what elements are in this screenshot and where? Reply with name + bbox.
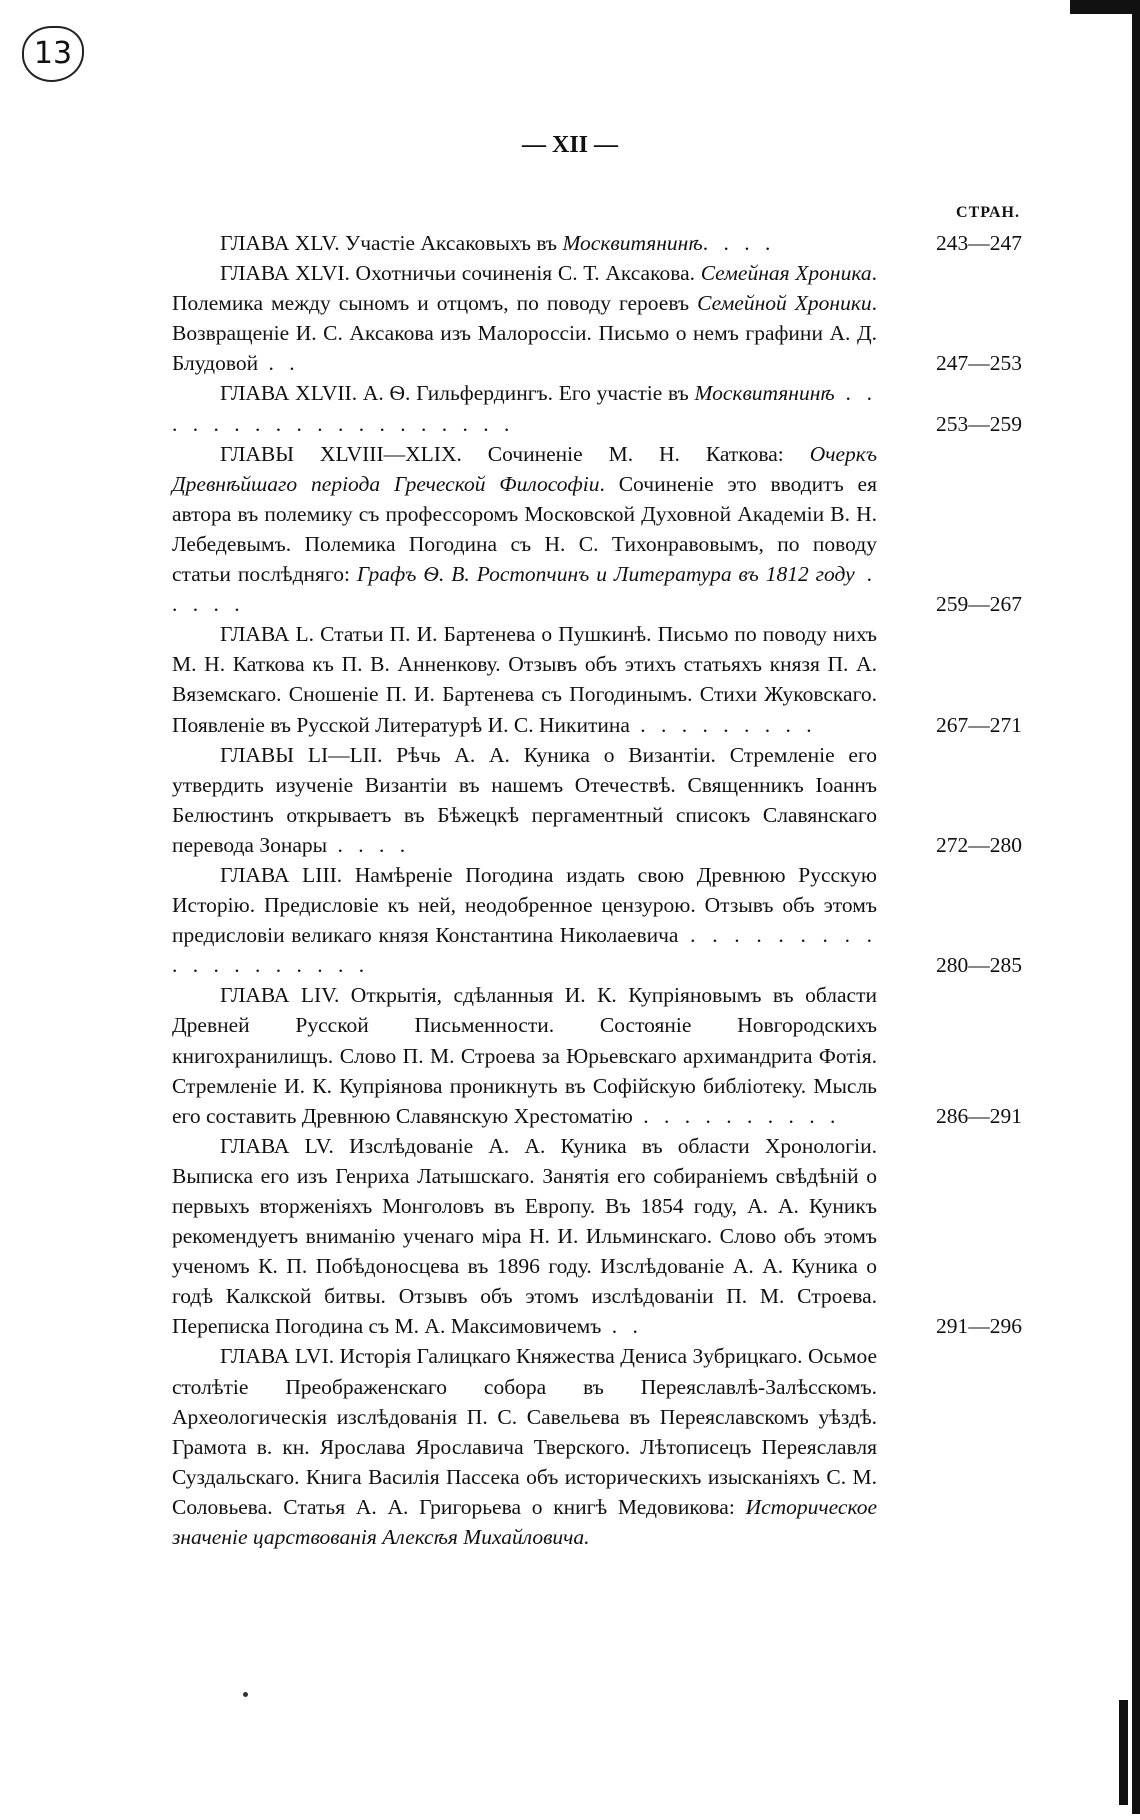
toc-entry-text <box>172 228 877 258</box>
dot-leader: . . . . . . . . . <box>629 712 817 737</box>
entry-text-fragment: . Сочиненіе это вводитъ ея автора въ полемику съ профессоромъ Московской Духовной Академіи В. Н. Лебедевымъ. Полемика Погодина съ Н. С. Тихонравовымъ, по поводу статьи послѣдняго: <box>172 471 877 587</box>
dot-leader: . . . <box>713 231 776 255</box>
dot-leader: . . . . . . . . . . <box>632 1103 841 1128</box>
entry-text-fragment: . Полемика между сыномъ и отцомъ, по поводу героевъ <box>172 261 877 316</box>
toc-entry <box>172 1341 1022 1552</box>
entry-text-fragment: ГЛАВЫ XLVIII—XLIX. Сочиненіе М. Н. Каткова: <box>220 441 810 466</box>
entry-text-fragment: ГЛАВА LVI. Исторія Галицкаго Княжества Дениса Зубрицкаго. Осьмое столѣтіе Преображенскаго собора въ Переяславлѣ-Залѣсскомъ. Археологическія изслѣдованія П. С. Савельева въ Переяславскомъ уѣздѣ. Грамота в. кн. Ярослава Ярославича Тверского. Лѣтописецъ Переяславля Суздальскаго. Книга Василія Пассека объ историческихъ изысканіяхъ С. М. Соловьева. Статья А. А. Григорьева о книгѣ Медовикова: <box>172 1344 877 1519</box>
entry-text-fragment: ГЛАВА LIV. Открытія, сдѣланныя И. К. Купріяновымъ въ области Древней Русской Письменности. Состояніе Новгородскихъ книгохранилищъ. Слово П. М. Строева за Юрьевскаго архимандрита Фотія. Стремленіе И. К. Купріянова проникнуть въ Софійскую библіотеку. Мысль его составить Древнюю Славянскую Хрестоматію <box>172 983 877 1128</box>
toc-entry-pages: 286—291 <box>936 1103 1022 1128</box>
dot-leader: . . . . . . . . . . . . . . . . . . . <box>172 381 877 436</box>
dot-leader: . <box>702 231 714 255</box>
italic-title: Очеркъ Древнѣйшаго періода Греческой Философіи <box>172 441 877 496</box>
entry-text-fragment: ГЛАВА L. Статьи П. И. Бартенева о Пушкинѣ. Письмо по поводу нихъ М. Н. Каткова къ П. В. Анненкову. Отзывъ объ этихъ статьяхъ князя П. А. Вяземскаго. Сношеніе П. И. Бартенева съ Погодинымъ. Стихи Жуковскаго. Появленіе въ Русской Литературѣ И. С. Никитина <box>172 622 877 737</box>
page-number: — XII — <box>521 132 618 158</box>
toc-entry-pages: 259—267 <box>936 592 1022 617</box>
toc-entry-text <box>172 258 877 378</box>
toc-entry-text <box>172 740 877 860</box>
toc-entry <box>172 378 1022 438</box>
toc-entry-pages: 243—247 <box>936 231 1022 255</box>
dot-leader: . . . . <box>327 832 411 857</box>
toc-entry <box>172 1131 1022 1342</box>
dot-leader: . . <box>601 1314 643 1339</box>
toc-entry-pages: 291—296 <box>936 1314 1022 1339</box>
dot-leader: . . <box>258 351 300 376</box>
entry-text-fragment: . Возвращеніе И. С. Аксакова изъ Малороссіи. Письмо о немъ графини А. Д. Блудовой <box>172 291 878 376</box>
entry-text-fragment: ГЛАВА XLV. Участіе Аксаковыхъ въ <box>220 231 563 255</box>
toc-entry-pages: 272—280 <box>936 832 1022 857</box>
page-stamp: 13 <box>22 26 84 82</box>
toc-entry-text <box>172 439 877 620</box>
toc-entry-text <box>172 980 877 1130</box>
table-of-contents <box>172 228 1022 1552</box>
dot-leader: . . . . . . . . . . . . . . . . . . . <box>172 923 878 978</box>
entry-text-fragment: ГЛАВА LV. Изслѣдованіе А. А. Куника въ области Хронологіи. Выписка его изъ Генриха Латышскаго. Занятія его собираніемъ свѣдѣній о первыхъ вторженіяхъ Монголовъ въ Европу. Въ 1854 году, А. А. Куникъ рекомендуетъ вниманію ученаго міра Н. И. Ильминскаго. Слово объ этомъ ученомъ К. П. Побѣдоносцева въ 1896 году. Изслѣдованіе А. А. Куника о годѣ Калкской битвы. Отзывъ объ этомъ изслѣдованіи П. М. Строева. Переписка Погодина съ М. А. Максимовичемъ <box>172 1133 877 1339</box>
italic-title: Москвитянинѣ <box>694 381 835 406</box>
italic-title: Историческое значеніе царствованія Алексѣя Михайловича. <box>172 1494 877 1550</box>
toc-entry <box>172 258 1022 378</box>
scan-edge-mark <box>1119 1700 1128 1805</box>
toc-entry <box>172 740 1022 860</box>
toc-entry-text <box>172 378 877 438</box>
toc-entry-text <box>172 860 877 980</box>
toc-entry <box>172 439 1022 620</box>
pages-column-header: СТРАН. <box>956 204 1020 221</box>
toc-entry <box>172 980 1022 1130</box>
toc-entry-pages: 247—253 <box>936 351 1022 376</box>
entry-text-fragment: ГЛАВА XLVI. Охотничьи сочиненія С. Т. Аксакова. <box>220 261 701 286</box>
toc-entry <box>172 860 1022 980</box>
dot-leader: . . . . . <box>172 562 877 617</box>
toc-entry-text <box>172 1341 877 1552</box>
italic-title: Графъ Ѳ. В. Ростопчинъ и Литература въ 1812 году <box>356 562 855 587</box>
toc-entry-text <box>172 1131 877 1342</box>
toc-entry <box>172 228 1022 258</box>
toc-entry-pages: 280—285 <box>936 953 1022 978</box>
entry-text-fragment: ГЛАВА LIII. Намѣреніе Погодина издать свою Древнюю Русскую Исторію. Предисловіе къ ней, неодобренное цензурою. Отзывъ объ этомъ предисловіи великаго князя Константина Николаевича <box>172 862 877 948</box>
entry-text-fragment: ГЛАВА XLVII. А. Ѳ. Гильфердингъ. Его участіе въ <box>220 381 695 406</box>
toc-entry <box>172 619 1022 739</box>
scan-speck <box>243 1692 248 1697</box>
entry-text-fragment: ГЛАВЫ LI—LII. Рѣчь А. А. Куника о Византіи. Стремленіе его утвердить изученіе Византіи въ нашемъ Отечествѣ. Священникъ Іоаннъ Белюстинъ открываетъ въ Бѣжецкѣ пергаментный списокъ Славянскаго перевода Зонары <box>172 742 877 857</box>
toc-entry-pages: 253—259 <box>936 411 1022 436</box>
italic-title: Семейной Хроники <box>697 291 872 316</box>
italic-title: Москвитянинѣ <box>562 231 703 255</box>
italic-title: Семейная Хроника <box>700 261 872 286</box>
scan-edge-right <box>1132 14 1140 1814</box>
toc-entry-pages: 267—271 <box>936 712 1022 737</box>
scan-edge-top <box>1070 0 1140 14</box>
toc-entry-text <box>172 619 877 739</box>
